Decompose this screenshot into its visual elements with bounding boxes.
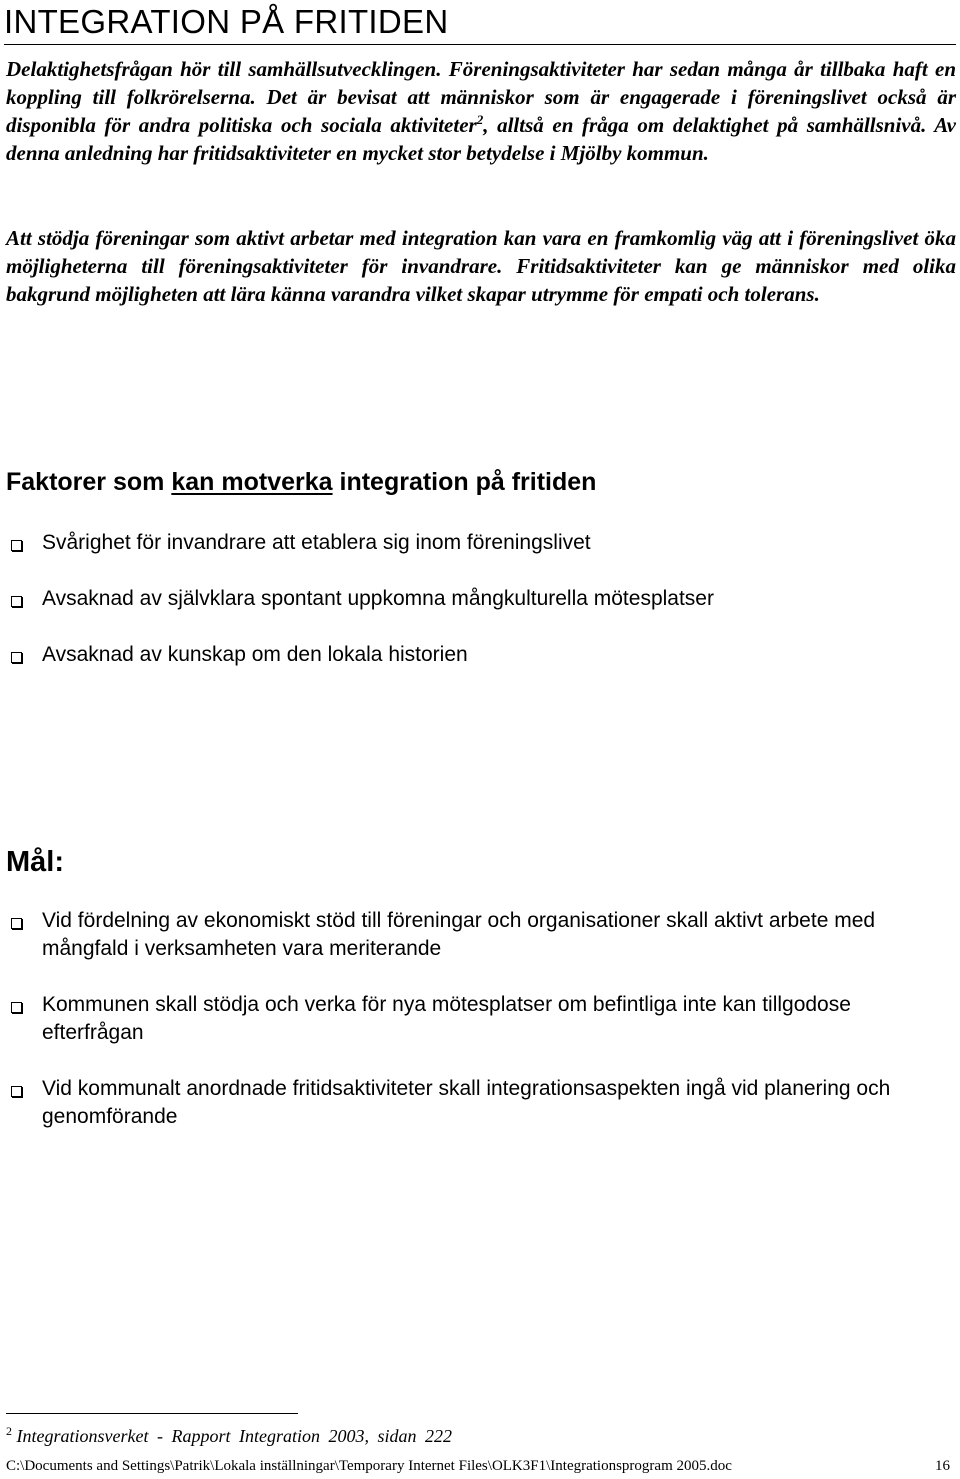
list-item-text: Svårighet för invandrare att etablera sig inom föreningslivet	[42, 531, 591, 554]
list-item-text: Avsaknad av självklara spontant uppkomna mångkulturella mötesplatser	[42, 587, 714, 610]
page-number: 16	[935, 1458, 950, 1474]
list-item-text: Vid fördelning av ekonomiskt stöd till föreningar och organisationer skall aktivt arbete med mångfald i verksamheten vara meriterande	[42, 909, 876, 960]
list-item-text: Vid kommunalt anordnade fritidsaktiviteter skall integrationsaspekten ingå vid planering och genomförande	[42, 1077, 891, 1128]
intro-text-part-1: Delaktighetsfrågan hör till samhällsutvecklingen. Föreningsaktiviteter har sedan många år tillbaka haft en koppling till folkrörelserna. Det är bevisat att människor som är engagerade i föreningslivet också är disponibla för andra politiska och sociala aktiviteter	[6, 57, 956, 137]
footnote-number: 2	[6, 1424, 12, 1438]
checkbox-bullet-icon	[11, 540, 22, 551]
goals-heading: Mål:	[6, 846, 64, 878]
checkbox-bullet-icon	[11, 652, 22, 663]
checkbox-bullet-icon	[11, 1002, 22, 1013]
list-item-text: Kommunen skall stödja och verka för nya mötesplatser om befintliga inte kan tillgodose efterfrågan	[42, 993, 851, 1044]
footer-file-path: C:\Documents and Settings\Patrik\Lokala inställningar\Temporary Internet Files\OLK3F1\Integrationsprogram 2005.doc	[6, 1458, 732, 1474]
intro-paragraph-2: Att stödja föreningar som aktivt arbetar med integration kan vara en framkomlig väg att i föreningslivet öka möjligheterna till föreningsaktiviteter för invandrare. Fritidsaktiviteter kan ge människor med olika bakgrund möjligheten att lära känna varandra vilket skapar utrymme för empati och tolerans.	[6, 226, 956, 306]
title-divider	[4, 44, 956, 45]
intro-text-part-2: , alltså en fråga om delaktighet på samhällsnivå. Av denna anledning har fritidsaktiviteter en mycket stor betydelse i Mjölby kommun.	[6, 113, 957, 165]
footnote-separator	[6, 1413, 298, 1414]
footnote	[6, 1424, 452, 1448]
page-title: INTEGRATION PÅ FRITIDEN	[4, 3, 449, 40]
intro-paragraph-1	[6, 55, 956, 167]
list-item-text: Avsaknad av kunskap om den lokala historien	[42, 643, 468, 666]
footnote-reference[interactable]: 2	[476, 112, 484, 127]
footnote-text: Integrationsverket - Rapport Integration 2003, sidan 222	[16, 1426, 452, 1446]
factors-heading-part-2: integration på fritiden	[332, 468, 597, 496]
factors-heading-underlined: kan motverka	[171, 468, 333, 496]
checkbox-bullet-icon	[11, 1086, 22, 1097]
factors-heading	[6, 466, 596, 498]
checkbox-bullet-icon	[11, 596, 22, 607]
checkbox-bullet-icon	[11, 918, 22, 929]
factors-heading-part-1: Faktorer som	[6, 468, 172, 496]
